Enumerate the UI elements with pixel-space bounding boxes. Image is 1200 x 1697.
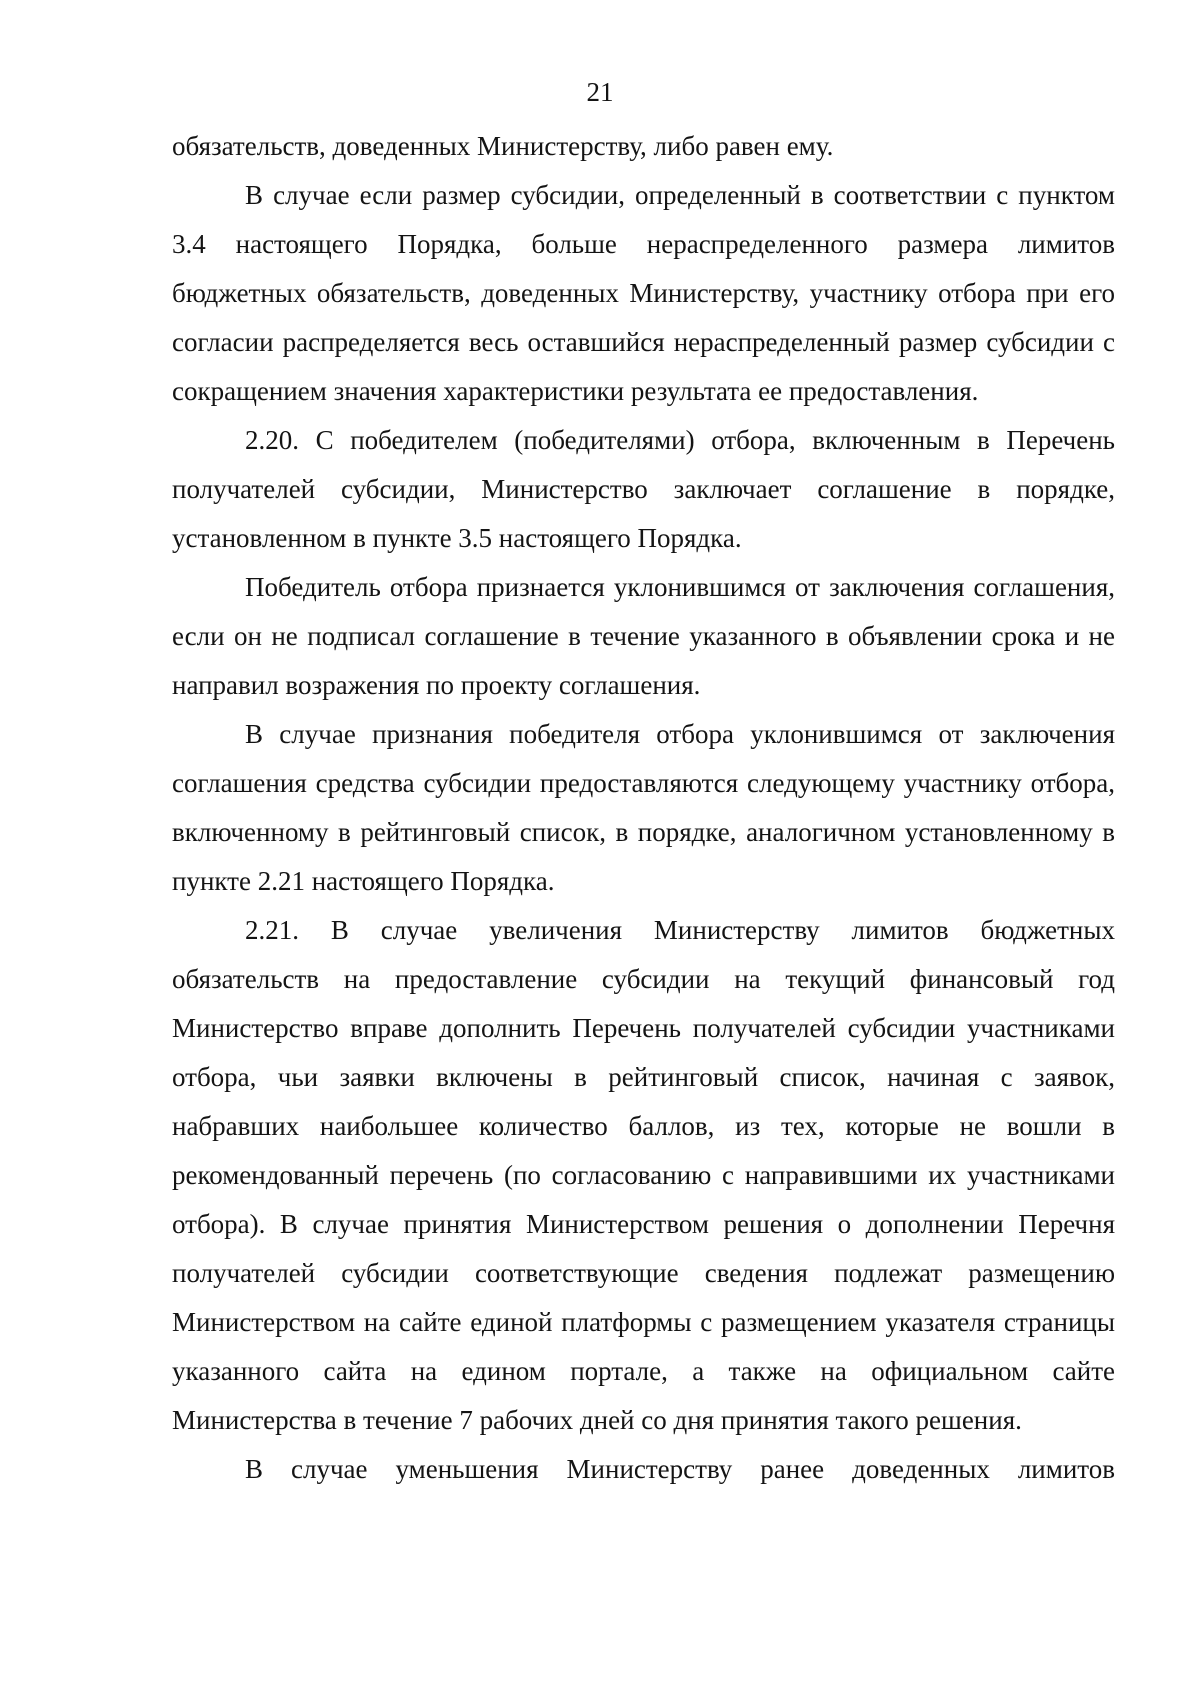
- paragraph: В случае если размер субсидии, определенный в соответствии с пунктом 3.4 настоящего Порядка, больше нераспределенного размера лимитов бюджетных обязательств, доведенных Министерству, участнику отбора при его согласии распределяется весь оставшийся нераспределенный размер субсидии с сокращением значения характеристики результата ее предоставления.: [172, 180, 1115, 406]
- paragraph: 2.20. С победителем (победителями) отбора, включенным в Перечень получателей субсидии, Министерство заключает соглашение в порядке, установленном в пункте 3.5 настоящего Порядка.: [172, 425, 1115, 553]
- document-body: [172, 122, 1115, 1494]
- page-number: 21: [586, 77, 614, 107]
- paragraph: Победитель отбора признается уклонившимся от заключения соглашения, если он не подписал соглашение в течение указанного в объявлении срока и не направил возражения по проекту соглашения.: [172, 572, 1115, 700]
- paragraph: обязательств, доведенных Министерству, либо равен ему.: [172, 131, 834, 161]
- paragraph: В случае уменьшения Министерству ранее доведенных лимитов: [245, 1454, 1115, 1484]
- paragraph: В случае признания победителя отбора уклонившимся от заключения соглашения средства субсидии предоставляются следующему участнику отбора, включенному в рейтинговый список, в порядке, аналогичном установленному в пункте 2.21 настоящего Порядка.: [172, 719, 1115, 896]
- paragraph: 2.21. В случае увеличения Министерству лимитов бюджетных обязательств на предоставление субсидии на текущий финансовый год Министерство вправе дополнить Перечень получателей субсидии участниками отбора, чьи заявки включены в рейтинговый список, начиная с заявок, набравших наибольшее количество баллов, из тех, которые не вошли в рекомендованный перечень (по согласованию с направившими их участниками отбора). В случае принятия Министерством решения о дополнении Перечня получателей субсидии соответствующие сведения подлежат размещению Министерством на сайте единой платформы с размещением указателя страницы указанного сайта на едином портале, а также на официальном сайте Министерства в течение 7 рабочих дней со дня принятия такого решения.: [172, 915, 1115, 1435]
